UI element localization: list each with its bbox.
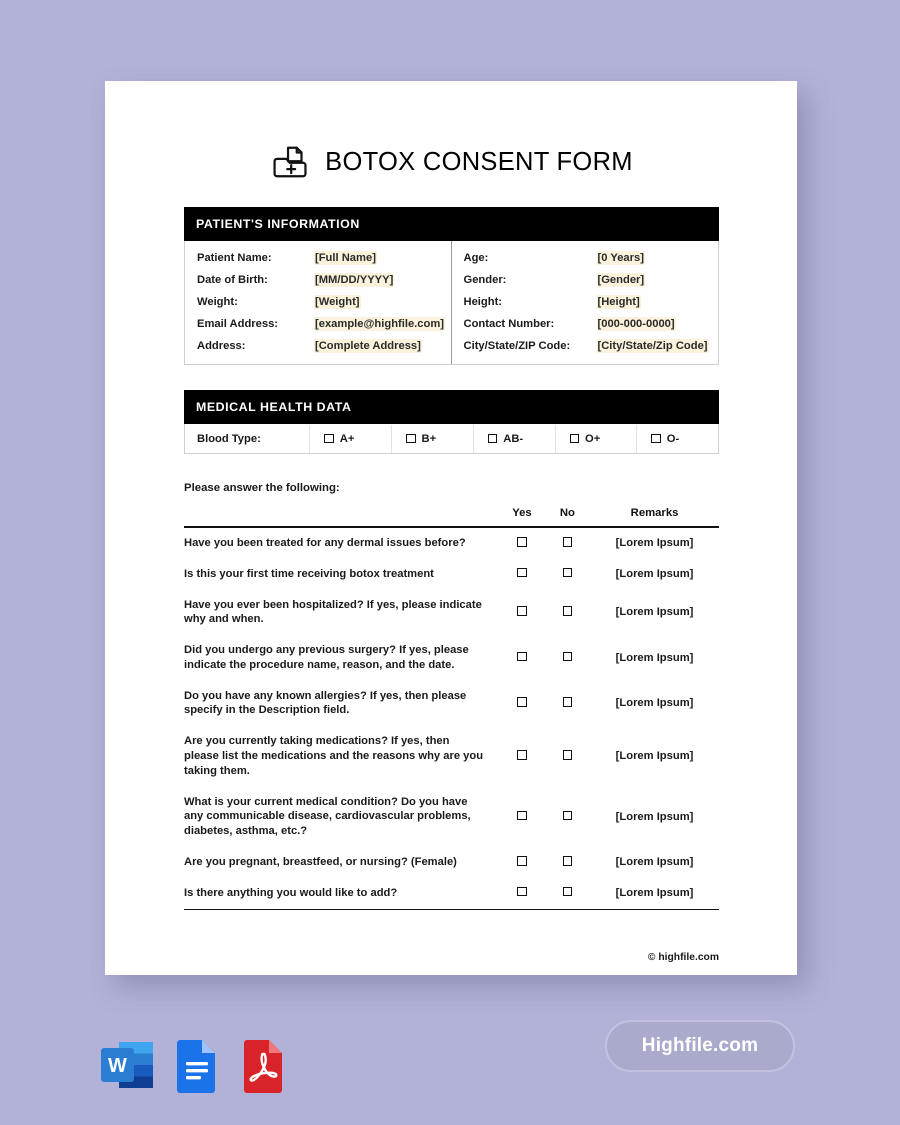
patient-information-band: PATIENT'S INFORMATION (184, 207, 719, 241)
question-text: Do you have any known allergies? If yes, then please specify in the Description field. (184, 689, 467, 717)
patient-information-table (184, 241, 719, 365)
table-row (185, 313, 451, 335)
blood-type-option-label: A+ (339, 432, 355, 445)
checkbox-icon[interactable] (517, 887, 527, 897)
questionnaire-table (184, 507, 719, 909)
table-row (452, 291, 719, 313)
checkbox-icon[interactable] (517, 652, 527, 662)
checkbox-icon[interactable] (563, 568, 573, 578)
field-label: Address: (197, 340, 246, 352)
document-sheet (105, 81, 797, 975)
question-remarks[interactable]: [Lorem Ipsum] (615, 568, 694, 581)
blood-type-option-a-positive[interactable] (309, 425, 391, 453)
blood-type-option-label: AB- (503, 432, 524, 445)
questionnaire-header-row (184, 507, 719, 527)
field-label: City/State/ZIP Code: (463, 340, 571, 352)
question-remarks[interactable]: [Lorem Ipsum] (615, 697, 694, 710)
field-label: Weight: (197, 296, 238, 308)
question-yes-cell[interactable] (499, 787, 544, 847)
question-yes-cell[interactable] (499, 559, 544, 590)
questionnaire-intro: Please answer the following: (184, 482, 340, 494)
patient-info-left-column (185, 241, 452, 364)
checkbox-icon[interactable] (563, 697, 573, 707)
column-header-yes: Yes (512, 507, 532, 519)
question-remarks[interactable]: [Lorem Ipsum] (615, 810, 694, 823)
table-row (184, 726, 719, 786)
table-row (452, 313, 719, 335)
weight-value[interactable]: [Weight] (315, 296, 360, 308)
question-no-cell[interactable] (545, 878, 590, 909)
document-header (105, 143, 797, 181)
question-text: Is there anything you would like to add? (184, 886, 398, 899)
table-row (184, 527, 719, 559)
question-yes-cell[interactable] (499, 590, 544, 636)
medical-health-data-band: MEDICAL HEALTH DATA (184, 390, 719, 424)
email-address-value[interactable]: [example@highfile.com] (315, 318, 445, 330)
question-yes-cell[interactable] (499, 878, 544, 909)
checkbox-icon[interactable] (517, 606, 527, 616)
patient-information-section (184, 207, 719, 365)
table-row (184, 559, 719, 590)
address-value[interactable]: [Complete Address] (315, 340, 421, 352)
blood-type-table (184, 424, 719, 454)
pdf-icon[interactable] (239, 1036, 289, 1094)
word-icon-letter: W (108, 1055, 127, 1077)
checkbox-icon[interactable] (517, 750, 527, 760)
question-no-cell[interactable] (545, 527, 590, 559)
checkbox-icon[interactable] (488, 434, 498, 444)
patient-info-right-column (452, 241, 719, 364)
question-no-cell[interactable] (545, 559, 590, 590)
height-value[interactable]: [Height] (597, 296, 640, 308)
table-row (185, 291, 451, 313)
column-header-question (184, 507, 499, 527)
table-row (184, 681, 719, 727)
checkbox-icon[interactable] (563, 811, 573, 821)
question-remarks[interactable]: [Lorem Ipsum] (615, 537, 694, 550)
questionnaire-bottom-rule (184, 909, 719, 910)
microsoft-word-icon[interactable] (99, 1036, 155, 1094)
question-yes-cell[interactable] (499, 726, 544, 786)
table-row (185, 335, 451, 357)
brand-badge[interactable] (605, 1020, 795, 1072)
question-no-cell[interactable] (545, 847, 590, 878)
field-label: Contact Number: (463, 318, 555, 330)
table-row (185, 247, 451, 269)
table-row (184, 635, 719, 681)
table-row (184, 847, 719, 878)
contact-number-value[interactable]: [000-000-0000] (597, 318, 675, 330)
question-remarks[interactable]: [Lorem Ipsum] (615, 856, 694, 869)
question-text: Is this your first time receiving botox treatment (184, 567, 434, 580)
field-label: Age: (463, 252, 489, 264)
blood-type-option-label: B+ (421, 432, 437, 445)
question-text: Have you ever been hospitalized? If yes, please indicate why and when. (184, 598, 482, 626)
table-row (184, 590, 719, 636)
field-label: Email Address: (197, 318, 279, 330)
checkbox-icon[interactable] (324, 434, 334, 444)
field-label: Gender: (463, 274, 507, 286)
blood-type-label: Blood Type: (197, 432, 261, 445)
page-title: BOTOX CONSENT FORM (325, 147, 633, 176)
questionnaire-section (184, 482, 719, 910)
copyright-notice: © highfile.com (647, 951, 719, 963)
table-row (452, 247, 719, 269)
column-header-remarks: Remarks (630, 507, 679, 519)
checkbox-icon[interactable] (563, 652, 573, 662)
blood-type-option-b-positive[interactable] (391, 425, 473, 453)
checkbox-icon[interactable] (563, 606, 573, 616)
field-label: Patient Name: (197, 252, 272, 264)
checkbox-icon[interactable] (517, 537, 527, 547)
patient-name-value[interactable]: [Full Name] (315, 252, 376, 264)
blood-type-option-label: O+ (585, 432, 601, 445)
date-of-birth-value[interactable]: [MM/DD/YYYY] (315, 274, 394, 286)
checkbox-icon[interactable] (563, 537, 573, 547)
blood-type-option-o-negative[interactable] (636, 425, 718, 453)
field-label: Date of Birth: (197, 274, 268, 286)
medical-folder-plus-icon (273, 143, 311, 181)
question-remarks[interactable]: [Lorem Ipsum] (615, 750, 694, 763)
age-value[interactable]: [0 Years] (597, 252, 644, 264)
blood-type-option-ab-negative[interactable] (473, 425, 555, 453)
question-text: What is your current medical condition? Do you have any communicable disease, cardiovascular problems, diabetes, asthma, etc.? (184, 795, 471, 838)
checkbox-icon[interactable] (570, 434, 580, 444)
question-remarks[interactable]: [Lorem Ipsum] (615, 887, 694, 900)
question-yes-cell[interactable] (499, 847, 544, 878)
question-remarks[interactable]: [Lorem Ipsum] (615, 651, 694, 664)
question-yes-cell[interactable] (499, 681, 544, 727)
checkbox-icon[interactable] (651, 434, 661, 444)
table-row (184, 787, 719, 847)
google-docs-icon[interactable] (172, 1036, 222, 1094)
column-header-no: No (559, 507, 575, 519)
question-no-cell[interactable] (545, 681, 590, 727)
medical-health-data-section (184, 390, 719, 454)
file-format-icons (99, 1036, 289, 1094)
table-row (452, 269, 719, 291)
question-no-cell[interactable] (545, 635, 590, 681)
checkbox-icon[interactable] (517, 568, 527, 578)
question-text: Have you been treated for any dermal issues before? (184, 537, 466, 549)
checkbox-icon[interactable] (517, 811, 527, 821)
checkbox-icon[interactable] (517, 856, 527, 866)
question-no-cell[interactable] (545, 726, 590, 786)
checkbox-icon[interactable] (563, 887, 573, 897)
question-no-cell[interactable] (545, 787, 590, 847)
checkbox-icon[interactable] (563, 856, 573, 866)
question-remarks[interactable]: [Lorem Ipsum] (615, 606, 694, 619)
question-no-cell[interactable] (545, 590, 590, 636)
question-text: Are you currently taking medications? If yes, then please list the medications and the reasons why are you taking them. (184, 735, 484, 777)
table-row (452, 335, 719, 357)
table-row (184, 878, 719, 909)
blood-type-option-o-positive[interactable] (555, 425, 637, 453)
question-text: Did you undergo any previous surgery? If yes, please indicate the procedure name, reason, and the date. (184, 644, 469, 671)
question-yes-cell[interactable] (499, 635, 544, 681)
field-label: Height: (463, 296, 503, 308)
question-yes-cell[interactable] (499, 527, 544, 559)
blood-type-option-label: O- (666, 432, 680, 445)
question-text: Are you pregnant, breastfeed, or nursing? (Female) (184, 855, 457, 868)
city-state-zip-value[interactable]: [City/State/Zip Code] (597, 340, 708, 352)
checkbox-icon[interactable] (517, 697, 527, 707)
gender-value[interactable]: [Gender] (597, 274, 645, 286)
bottom-bar (0, 1005, 900, 1125)
checkbox-icon[interactable] (406, 434, 416, 444)
checkbox-icon[interactable] (563, 750, 573, 760)
brand-label: Highfile.com (641, 1035, 759, 1056)
table-row (185, 269, 451, 291)
